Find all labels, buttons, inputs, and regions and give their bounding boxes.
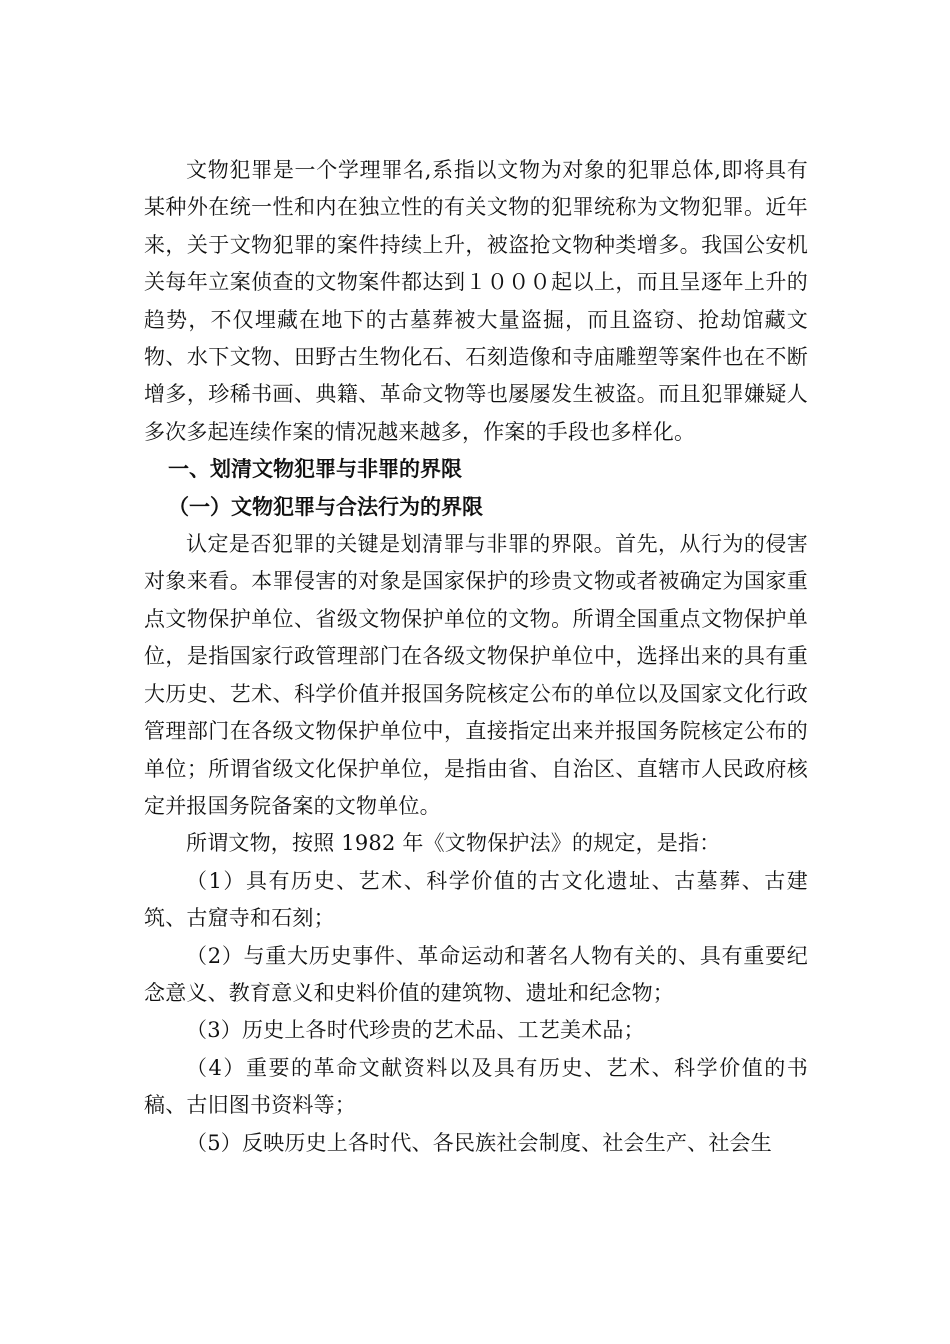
list-item: （4）重要的革命文献资料以及具有历史、艺术、科学价值的书稿、古旧图书资料等； bbox=[144, 1055, 808, 1118]
list-item: （5）反映历史上各时代、各民族社会制度、社会生产、社会生 bbox=[186, 1130, 772, 1155]
section-heading: 一、划清文物犯罪与非罪的界限 bbox=[168, 457, 462, 482]
list-item: （2）与重大历史事件、革命运动和著名人物有关的、具有重要纪念意义、教育意义和史料价值的建筑物、遗址和纪念物； bbox=[144, 943, 808, 1005]
subsection-heading: （一）文物犯罪与合法行为的界限 bbox=[168, 494, 483, 519]
intro-paragraph: 文物犯罪是一个学理罪名,系指以文物为对象的犯罪总体,即将具有某种外在统一性和内在独立性的有关文物的犯罪统称为文物犯罪。近年来，关于文物犯罪的案件持续上升，被盗抢文物种类增多。我国公安机关每年立案侦查的文物案件都达到１０００起以上，而且呈逐年上升的趋势，不仅埋藏在地下的古墓葬被大量盗掘，而且盗窃、抢劫馆藏文物、水下文物、田野古生物化石、石刻造像和寺庙雕塑等案件也在不断增多，珍稀书画、典籍、革命文物等也屡屡发生被盗。而且犯罪嫌疑人多次多起连续作案的情况越来越多，作案的手段也多样化。 bbox=[144, 158, 808, 444]
list-item: （1）具有历史、艺术、科学价值的古文化遗址、古墓葬、古建筑、古窟寺和石刻； bbox=[144, 868, 808, 931]
document-page bbox=[144, 152, 808, 1162]
definition-paragraph: 认定是否犯罪的关键是划清罪与非罪的界限。首先，从行为的侵害对象来看。本罪侵害的对象是国家保护的珍贵文物或者被确定为国家重点文物保护单位、省级文物保护单位的文物。所谓全国重点文物保护单位，是指国家行政管理部门在各级文物保护单位中，选择出来的具有重大历史、艺术、科学价值并报国务院核定公布的单位以及国家文化行政管理部门在各级文物保护单位中，直接指定出来并报国务院核定公布的单位；所谓省级文化保护单位，是指由省、自治区、直辖市人民政府核定并报国务院备案的文物单位。 bbox=[144, 532, 808, 818]
law-paragraph: 所谓文物，按照 1982 年《文物保护法》的规定，是指： bbox=[186, 831, 721, 856]
list-item: （3）历史上各时代珍贵的艺术品、工艺美术品； bbox=[186, 1018, 645, 1043]
